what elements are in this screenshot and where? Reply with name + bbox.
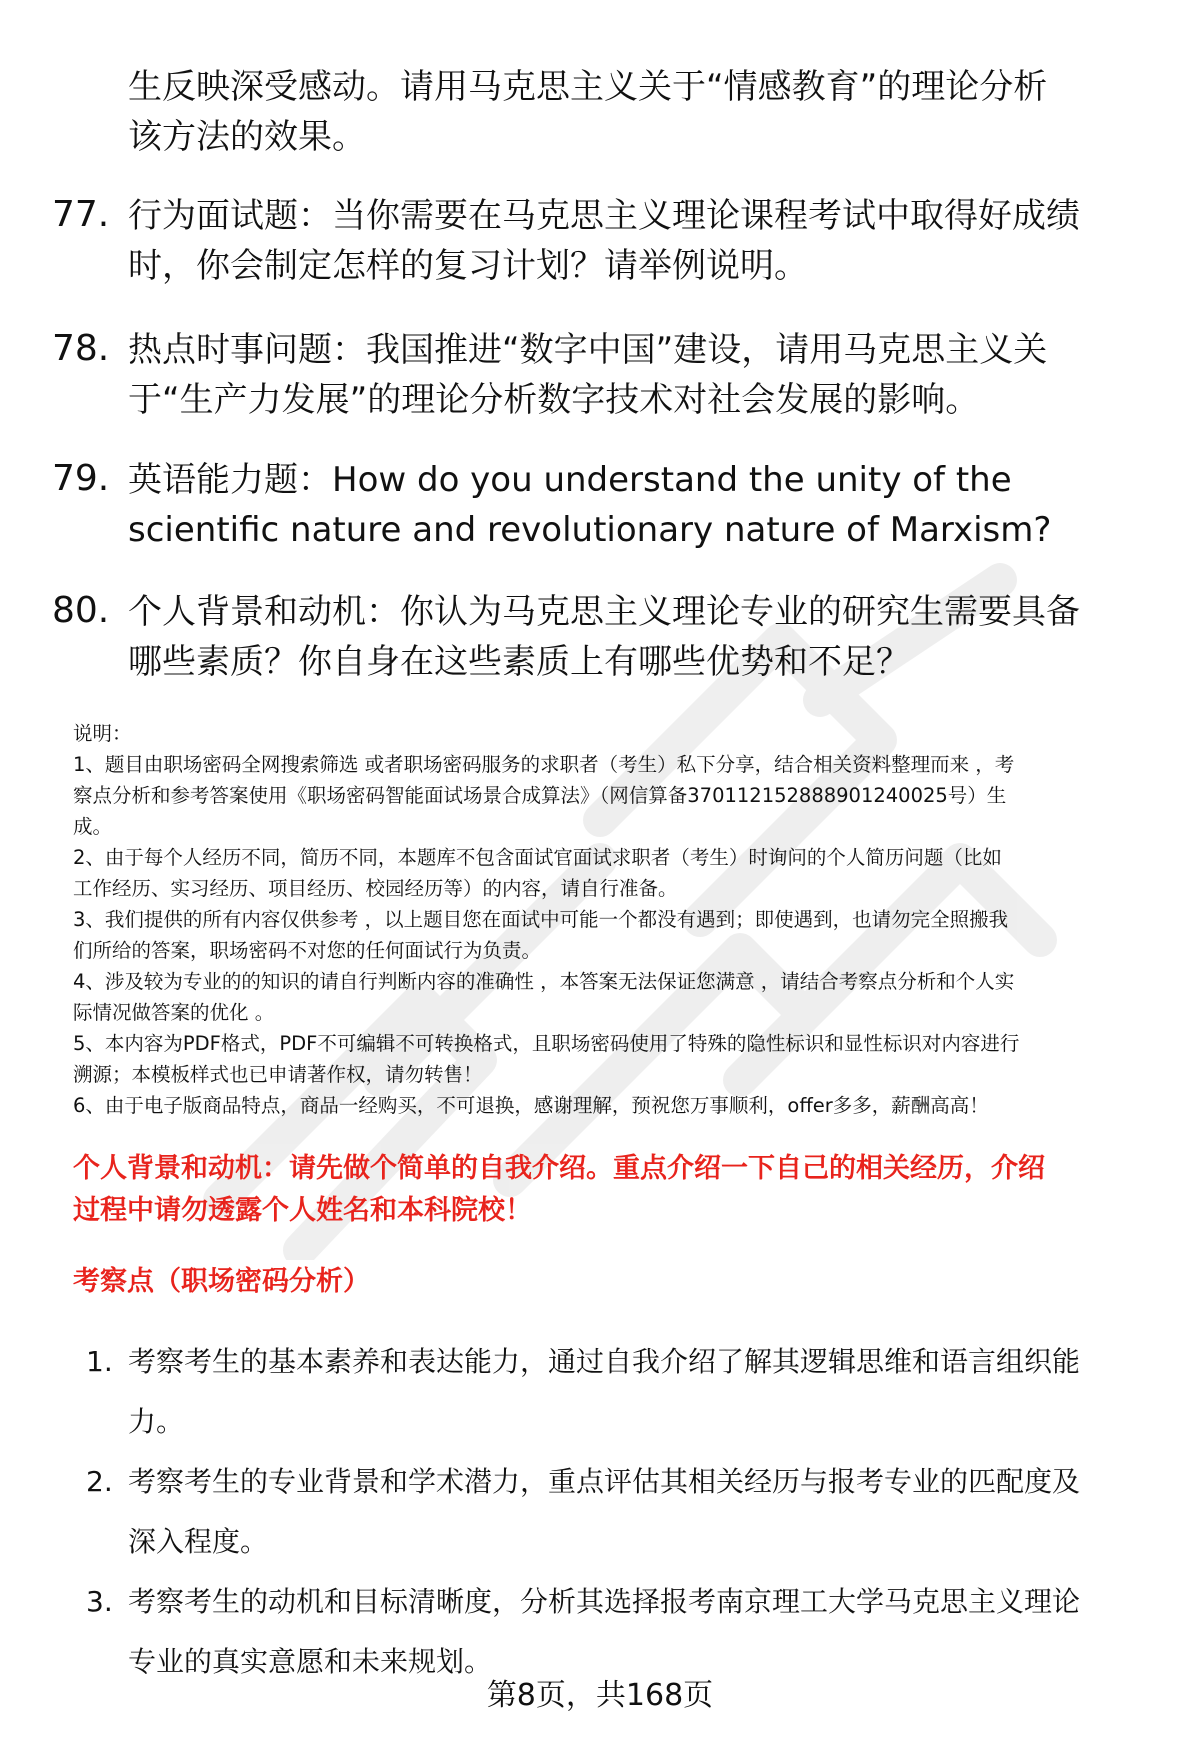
- notes-line: 成。: [73, 815, 113, 838]
- point-line: 考察考生的专业背景和学术潜力，重点评估其相关经历与报考专业的匹配度及: [128, 1465, 1081, 1498]
- point-text: [128, 1452, 1148, 1572]
- point-text: [128, 1332, 1148, 1452]
- featured-question-line: 个人背景和动机：请先做个简单的自我介绍。重点介绍一下自己的相关经历，介绍: [73, 1153, 1045, 1184]
- notes-line: 察点分析和参考答案使用《职场密码智能面试场景合成算法》（网信算备370112152888901240025号）生: [73, 784, 1007, 807]
- notes-title: 说明：: [73, 722, 132, 745]
- question-line: 行为面试题：当你需要在马克思主义理论课程考试中取得好成绩: [128, 196, 1080, 236]
- featured-question-line: 过程中请勿透露个人姓名和本科院校！: [73, 1195, 532, 1226]
- question-text: [128, 455, 1138, 555]
- notes-line: 3、我们提供的所有内容仅供参考 ，以上题目您在面试中可能一个都没有遇到；即使遇到，也请勿完全照搬我: [73, 908, 1009, 931]
- question-line: 哪些素质？你自身在这些素质上有哪些优势和不足？: [128, 642, 910, 682]
- notes-line: 2、由于每个人经历不同，简历不同，本题库不包含面试官面试求职者（考生）时询问的个人简历问题（比如: [73, 846, 1002, 869]
- notes-line: 1、题目由职场密码全网搜索筛选 或者职场密码服务的求职者（考生）私下分享，结合相关资料整理而来 ，考: [73, 753, 1015, 776]
- question-line: 生反映深受感动。请用马克思主义关于“情感教育”的理论分析: [128, 67, 1048, 107]
- question-number: 79.: [52, 458, 110, 499]
- point-number: 1.: [86, 1345, 113, 1378]
- point-number: 2.: [86, 1465, 113, 1498]
- question-line: scientific nature and revolutionary nature of Marxism?: [128, 510, 1052, 550]
- notes-line: 们所给的答案，职场密码不对您的任何面试行为负责。: [73, 939, 542, 962]
- notes-line: 际情况做答案的优化 。: [73, 1001, 275, 1024]
- question-text: [128, 191, 1138, 291]
- question-text: [128, 325, 1138, 425]
- notes-section: [73, 718, 1163, 1121]
- point-line: 专业的真实意愿和未来规划。: [128, 1645, 493, 1678]
- notes-line: 6、由于电子版商品特点，商品一经购买，不可退换，感谢理解，预祝您万事顺利，offer多多，薪酬高高！: [73, 1094, 989, 1117]
- question-line: 热点时事问题：我国推进“数字中国”建设，请用马克思主义关: [128, 330, 1048, 370]
- point-text: [128, 1572, 1148, 1692]
- question-line: 该方法的效果。: [128, 117, 366, 157]
- question-number: 80.: [52, 590, 110, 631]
- point-line: 考察考生的动机和目标清晰度，分析其选择报考南京理工大学马克思主义理论: [128, 1585, 1081, 1618]
- question-line: 时，你会制定怎样的复习计划？请举例说明。: [128, 246, 808, 286]
- featured-question: [73, 1148, 1163, 1232]
- question-text: [128, 62, 1138, 162]
- point-line: 力。: [128, 1405, 185, 1438]
- question-line: 英语能力题：How do you understand the unity of the: [128, 460, 1012, 500]
- question-number: 78.: [52, 328, 110, 369]
- question-line: 个人背景和动机：你认为马克思主义理论专业的研究生需要具备: [128, 592, 1080, 632]
- point-line: 考察考生的基本素养和表达能力，通过自我介绍了解其逻辑思维和语言组织能: [128, 1345, 1081, 1378]
- question-text: [128, 587, 1138, 687]
- notes-line: 工作经历、实习经历、项目经历、校园经历等）的内容，请自行准备。: [73, 877, 678, 900]
- notes-line: 溯源；本模板样式也已申请著作权，请勿转售！: [73, 1063, 483, 1086]
- page-footer: 第8页，共168页: [486, 1678, 714, 1713]
- question-line: 于“生产力发展”的理论分析数字技术对社会发展的影响。: [128, 380, 980, 420]
- point-line: 深入程度。: [128, 1525, 269, 1558]
- question-number: 77.: [52, 194, 110, 235]
- analysis-heading: 考察点（职场密码分析）: [73, 1266, 370, 1297]
- notes-line: 4、涉及较为专业的的知识的请自行判断内容的准确性 ，本答案无法保证您满意 ，请结合考察点分析和个人实: [73, 970, 1015, 993]
- notes-line: 5、本内容为PDF格式，PDF不可编辑不可转换格式，且职场密码使用了特殊的隐性标识和显性标识对内容进行: [73, 1032, 1020, 1055]
- point-number: 3.: [86, 1585, 113, 1618]
